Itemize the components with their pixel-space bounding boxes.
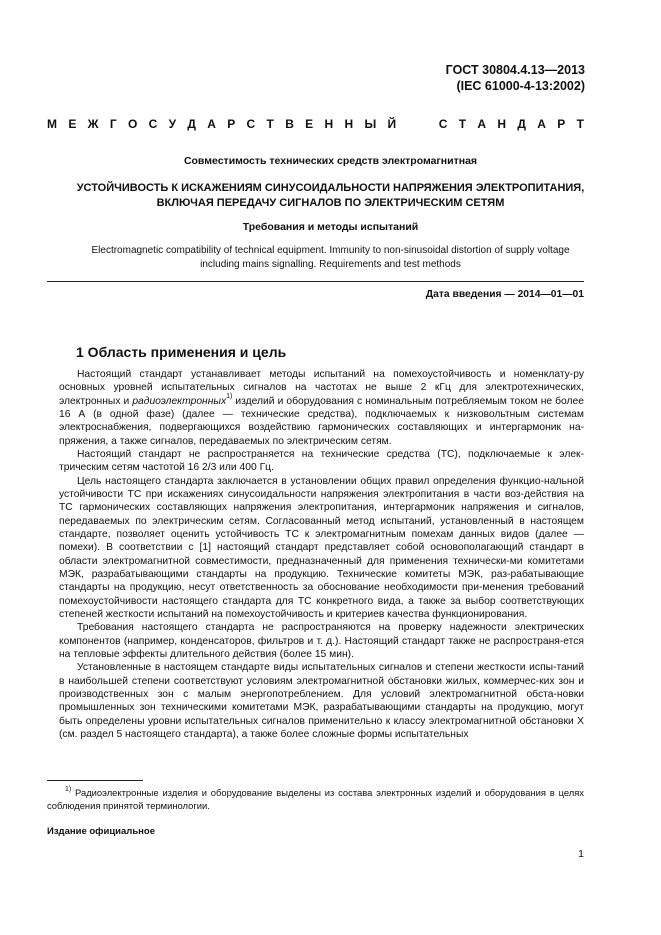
intro-date: Дата введения — 2014—01—01 (425, 289, 584, 300)
footnote (47, 787, 584, 812)
paragraph-1: Настоящий стандарт устанавливает методы испытаний на помехоустойчивость и номенклату-ру основных уровней испытательных сигналов на частотах не выше 2 кГц для электротехнических, электронных и радиоэлектронных$^{1)}$ изделий и оборудования с номинальным потребляемым током не более 16 А (в одной фазе) (далее — технические средства), подключаемых к низковольтным системам электроснабжения, подвергающихся воздействию гармонических составляющих и интергармоник на-пряжения, а также сигналов, передаваемых по электрическим сетям. (59, 369, 584, 447)
italic-term: радиоэлектронных (132, 395, 227, 407)
section-body (59, 368, 584, 741)
banner-letter: М (47, 117, 57, 131)
banner-letter: Д (187, 117, 196, 131)
banner-letter: А (537, 117, 546, 131)
standard-type-banner (47, 117, 584, 131)
banner-letter: Т (576, 117, 584, 131)
paragraph-4: Требования настоящего стандарта не распространяются на проверку надежности электрических компонентов (например, конденсаторов, фильтров и т. д.). Настоящий стандарт также не распространя-ется на тепловые эффекты длительного действия (более 15 мин). (59, 622, 584, 660)
english-title-line2: including mains signalling. Requirements and test methods (200, 258, 461, 270)
english-title-line1: Electromagnetic compatibility of technical equipment. Immunity to non-sinusoidal distortion of supply voltage (91, 245, 570, 256)
paragraph-3: Цель настоящего стандарта заключается в установлении общих правил определения функцио-нальной устойчивости ТС при искажениях синусоидальности напряжения электропитания в части воз-действия на ТС гармонических составляющих напряжения электропитания, интергармоник напряжения и сигналов, передаваемых по электрическим сетям. Согласованный метод испытаний, установленный в настоящем стандарте, позволяет оценить устойчивость ТС к электромагнитным помехам данных видов (далее — помехи). В соответствии с [1] настоящий стандарт представляет собой основополагающий стандарт в области электромагнитной совместимости, предназначенный для применения технически-ми комитетами МЭК, разрабатывающими стандарты на продукцию. Технические комитеты МЭК, раз-рабатывающие стандарты на продукцию, несут ответственность за обоснование необходимости при-менения требований помехоустойчивости настоящего стандарта для ТС конкретного вида, а также за выбор соответствующих степеней жесткости испытаний на помехоустойчивость и критериев качества функционирования. (59, 475, 584, 620)
banner-letter: Е (305, 117, 314, 131)
banner-letter: Р (227, 117, 236, 131)
banner-letter: Ы (364, 117, 377, 131)
banner-letter: А (207, 117, 216, 131)
banner-letter: Р (557, 117, 566, 131)
banner-letter: О (127, 117, 138, 131)
main-title-line2: ВКЛЮЧАЯ ПЕРЕДАЧУ СИГНАЛОВ ПО ЭЛЕКТРИЧЕСКИМ СЕТЯМ (156, 197, 505, 209)
banner-letter: Е (68, 117, 77, 131)
banner-letter: В (285, 117, 294, 131)
banner-letter: А (477, 117, 487, 131)
paragraph-5: Установленные в настоящем стандарте виды испытательных сигналов и степени жесткости испы-таний в наибольшей степени соответствуют условиям электромагнитной обстановки жилых, коммерчес-ких зон и производственных зон с малым энергопотреблением. Для условий электромагнитной обста-новки промышленных зон техническими комитетами МЭК, разрабатывающими стандарты на продукцию, могут быть определены уровни испытательных сигналов применительно к классу электромагнитной обстановки Х (см. раздел 5 настоящего стандарта), а также более сложные формы испытательных (59, 662, 584, 740)
english-title (47, 244, 614, 271)
banner-letter: Н (344, 117, 354, 131)
page-number: 1 (578, 848, 584, 860)
banner-letter: Н (497, 117, 507, 131)
subtitle: Требования и методы испытаний (242, 221, 419, 233)
section-heading: 1 Область применения и цель (76, 344, 287, 360)
banner-letter: У (168, 117, 177, 131)
subject-title: Совместимость технических средств электромагнитная (183, 155, 478, 167)
standard-designation (446, 62, 585, 94)
banner-letter: Н (324, 117, 334, 131)
banner-gap (407, 117, 427, 131)
main-title (47, 181, 614, 211)
footnote-divider (47, 780, 143, 781)
paragraph-2: Настоящий стандарт не распространяется на технические средства (ТС), подключаемые к элек-трическим сетям частотой 16 2/3 или 400 Гц. (59, 448, 584, 474)
banner-letter: Т (458, 117, 467, 131)
banner-letter: Д (517, 117, 526, 131)
banner-letter: С (246, 117, 256, 131)
banner-letter: С (438, 117, 448, 131)
banner-letter: Г (109, 117, 117, 131)
banner-letter: С (148, 117, 158, 131)
banner-letter: Т (266, 117, 274, 131)
footnote-text: Радиоэлектронные изделия и оборудование выделены из состава электронных изделий и оборудования в целях соблюдения принятой терминологии. (47, 787, 584, 811)
footnote-marker: 1) (65, 785, 72, 793)
banner-letter: Ж (87, 117, 99, 131)
title-divider (47, 281, 584, 282)
edition-label: Издание официальное (47, 826, 155, 837)
main-title-line1: УСТОЙЧИВОСТЬ К ИСКАЖЕНИЯМ СИНУСОИДАЛЬНОСТИ НАПРЯЖЕНИЯ ЭЛЕКТРОПИТАНИЯ, (76, 182, 585, 194)
banner-letter: Й (387, 117, 397, 131)
footnote-ref: 1) (226, 393, 233, 401)
gost-number: ГОСТ 30804.4.13—2013 (445, 63, 585, 77)
iec-number: (IEC 61000-4-13:2002) (456, 79, 585, 93)
